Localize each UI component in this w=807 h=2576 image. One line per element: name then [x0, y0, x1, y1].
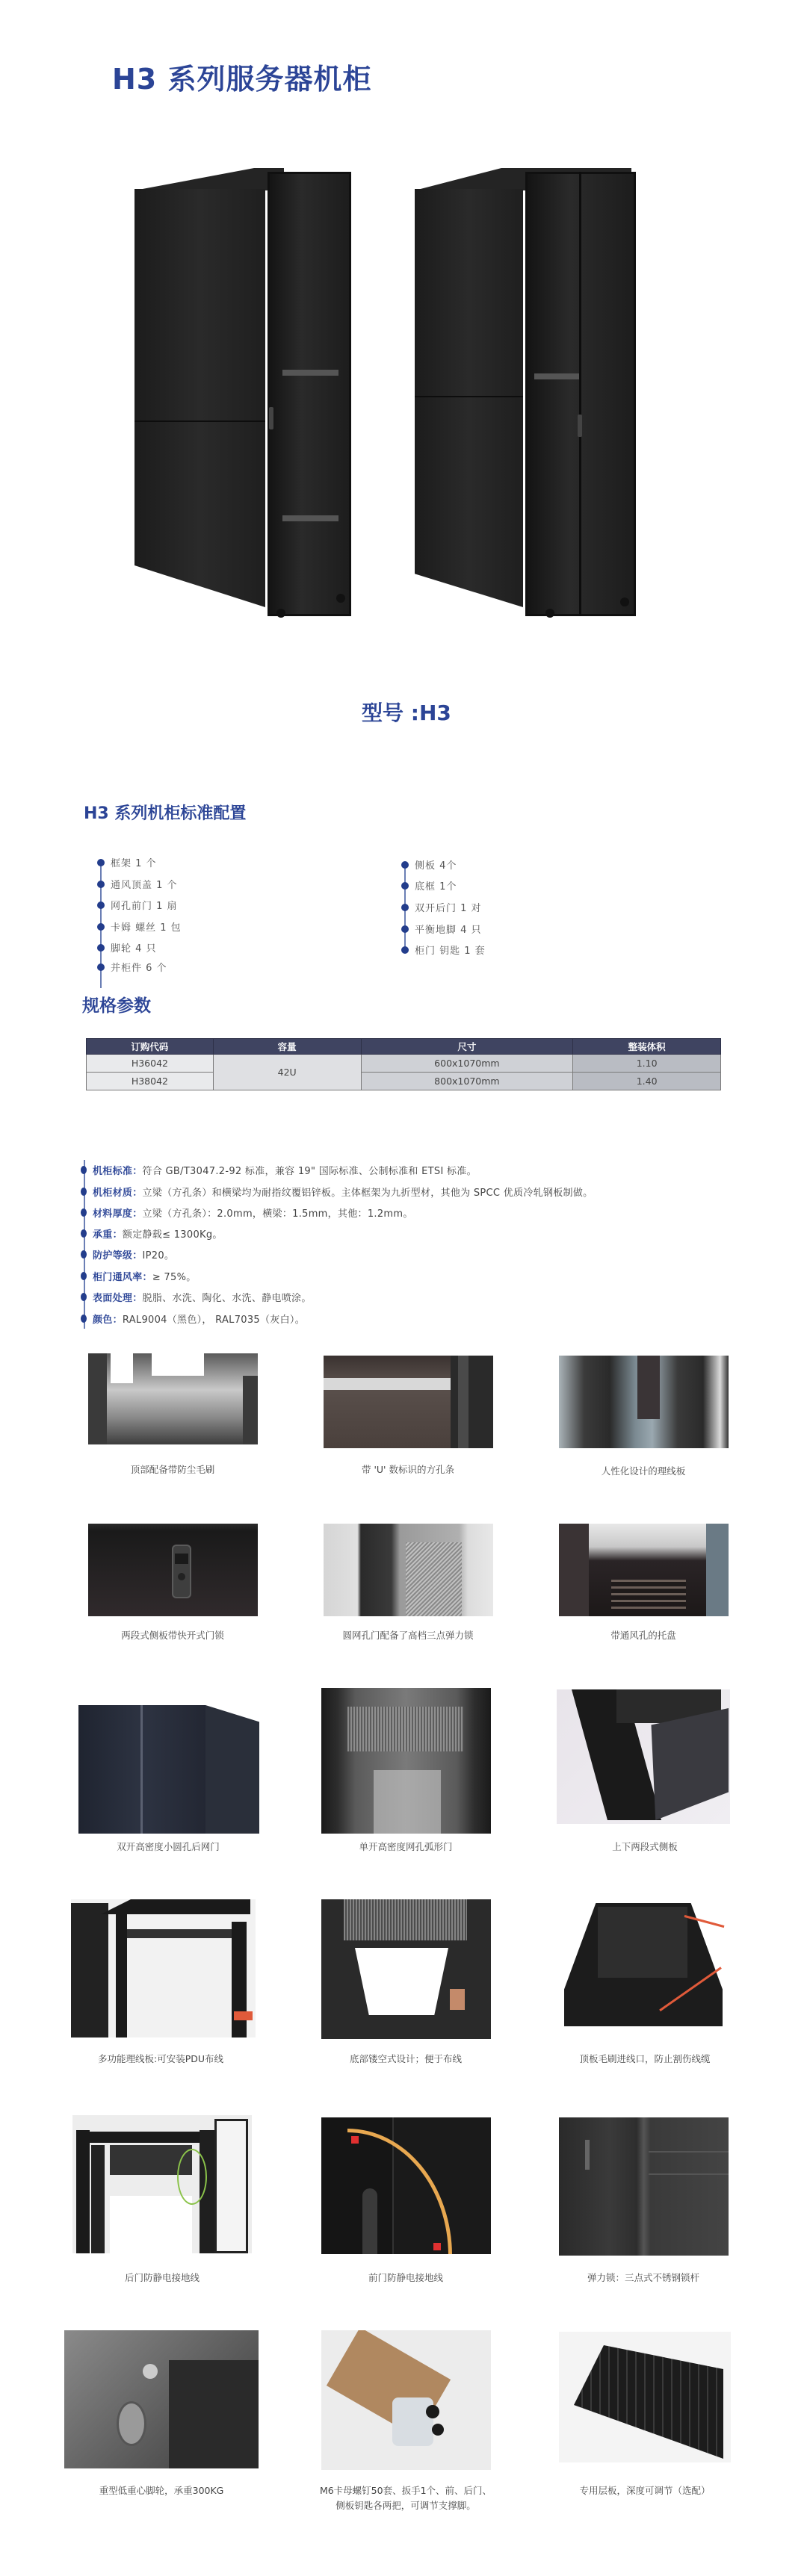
- feature-image-accessory-kit: [321, 2330, 491, 2470]
- list-item: 柜门 钥匙 1 套: [401, 943, 486, 957]
- feature-caption: 重型低重心脚轮，承重300KG: [99, 2485, 224, 2496]
- page-title: H3 系列服务器机柜: [112, 63, 372, 96]
- bullet-icon: [97, 881, 105, 888]
- feature-caption: 顶板毛刷进线口，防止割伤线缆: [579, 2053, 711, 2064]
- list-item: 通风顶盖 1 个: [97, 877, 178, 891]
- list-item: 网孔前门 1 扇: [97, 898, 178, 912]
- bullet-icon: [401, 925, 409, 933]
- bullet-icon: [81, 1293, 87, 1301]
- feature-image-hollow-bottom: [321, 1899, 491, 2039]
- bullet-icon: [81, 1208, 87, 1217]
- table-header-volume: 整装体积: [573, 1039, 721, 1055]
- bullet-icon: [401, 882, 409, 890]
- standard-config-left-list: [97, 855, 321, 990]
- spec-details-list: [81, 1163, 753, 1331]
- model-label: 型号 :H3: [362, 701, 451, 725]
- bullet-icon: [401, 861, 409, 869]
- feature-image-top-brush: [88, 1353, 258, 1444]
- standard-config-title: H3 系列机柜标准配置: [84, 804, 247, 823]
- table-header-size: 尺寸: [361, 1039, 573, 1055]
- feature-image-top-brush-cable-entry: [557, 1899, 730, 2028]
- feature-caption: 带 'U' 数标识的方孔条: [362, 1464, 454, 1475]
- feature-caption: 圆网孔门配备了高档三点弹力锁: [342, 1630, 474, 1641]
- feature-image-side-panel-lock: [88, 1524, 258, 1616]
- spec-item-ventilation: 柜门通风率：≥ 75%。: [81, 1269, 197, 1283]
- bullet-icon: [97, 963, 105, 971]
- feature-image-u-marked-rail: [324, 1356, 493, 1448]
- feature-caption: 带通风孔的托盘: [610, 1630, 676, 1641]
- feature-caption: 专用层板，深度可调节（选配）: [579, 2485, 711, 2496]
- feature-image-mesh-door-lock: [324, 1524, 493, 1616]
- spec-item-material: 机柜材质：立梁（方孔条）和横梁均为耐指纹覆铝锌板。主体框架为九折型材，其他为 SPCC 优质冷轧钢板制做。: [81, 1185, 593, 1199]
- feature-caption: 前门防静电接地线: [368, 2272, 443, 2283]
- hero-image-cabinet-front: [134, 168, 366, 646]
- feature-image-heavy-casters: [64, 2330, 259, 2468]
- table-header-capacity: 容量: [213, 1039, 361, 1055]
- feature-image-two-section-side-panel: [557, 1689, 730, 1824]
- list-item: 脚轮 4 只: [97, 940, 157, 955]
- feature-image-spring-lock: [559, 2117, 729, 2256]
- table-row: [87, 1073, 721, 1090]
- spec-item-standard: 机柜标准：符合 GB/T3047.2-92 标准，兼容 19" 国际标准、公制标准和 ETSI 标准。: [81, 1163, 477, 1177]
- bullet-icon: [81, 1188, 87, 1196]
- cell-capacity: 42U: [213, 1055, 361, 1090]
- bullet-icon: [401, 946, 409, 954]
- bullet-icon: [81, 1315, 87, 1323]
- feature-image-front-door-grounding: [321, 2117, 491, 2254]
- feature-caption-multiline: M6卡母螺钉50套、扳手1个、前、后门、 侧板钥匙各两把，可调节支撑脚。: [319, 2485, 492, 2511]
- bullet-icon: [81, 1229, 87, 1238]
- feature-image-adjustable-shelf: [559, 2332, 731, 2462]
- bullet-icon: [97, 859, 105, 866]
- feature-image-multifunction-cable-panel: [71, 1899, 256, 2037]
- feature-image-ventilated-tray: [559, 1524, 729, 1616]
- bullet-icon: [97, 944, 105, 952]
- feature-image-rear-door-grounding: [72, 2115, 252, 2253]
- list-item: 侧板 4个: [401, 857, 457, 872]
- spec-item-load: 承重：额定静载≤ 1300Kg。: [81, 1226, 223, 1241]
- feature-caption: 上下两段式侧板: [612, 1841, 678, 1852]
- list-item: 框架 1 个: [97, 855, 157, 869]
- spec-item-color: 颜色：RAL9004（黑色）， RAL7035（灰白）。: [81, 1312, 305, 1326]
- feature-caption: 多功能理线板:可安装PDU布线: [97, 2053, 224, 2064]
- feature-image-cable-management-panel: [559, 1356, 729, 1448]
- spec-params-title: 规格参数: [82, 996, 151, 1016]
- spec-item-thickness: 材料厚度：立梁（方孔条）：2.0mm，横梁：1.5mm，其他：1.2mm。: [81, 1205, 413, 1220]
- cell-size: 600x1070mm: [361, 1055, 573, 1073]
- cell-size: 800x1070mm: [361, 1073, 573, 1090]
- list-item: 底框 1个: [401, 878, 457, 893]
- list-item: 平衡地脚 4 只: [401, 922, 482, 936]
- feature-caption: 底部镂空式设计；便于布线: [349, 2053, 462, 2064]
- feature-caption: 单开高密度网孔弧形门: [359, 1841, 453, 1852]
- table-header-code: 订购代码: [87, 1039, 214, 1055]
- feature-caption: 顶部配备带防尘毛刷: [130, 1464, 215, 1475]
- bullet-icon: [97, 923, 105, 931]
- list-item: 双开后门 1 对: [401, 900, 482, 914]
- cell-volume: 1.10: [573, 1055, 721, 1073]
- feature-image-arc-mesh-door: [321, 1688, 491, 1834]
- bullet-icon: [81, 1250, 87, 1258]
- list-item: 卡姆 螺丝 1 包: [97, 919, 182, 934]
- feature-caption: 弹力锁：三点式不锈钢锁杆: [587, 2272, 699, 2283]
- bullet-icon: [97, 901, 105, 909]
- cell-code: H36042: [87, 1055, 214, 1073]
- spec-table: [86, 1038, 721, 1090]
- bullet-icon: [401, 904, 409, 911]
- list-item: 并柜件 6 个: [97, 960, 167, 974]
- bullet-icon: [81, 1166, 87, 1174]
- standard-config-right-list: [401, 857, 625, 969]
- table-row: [87, 1055, 721, 1073]
- feature-caption: 人性化设计的理线板: [601, 1465, 686, 1477]
- feature-image-double-rear-mesh-door: [78, 1690, 259, 1834]
- hero-image-cabinet-rear: [415, 168, 646, 646]
- feature-caption: 后门防静电接地线: [124, 2272, 200, 2283]
- spec-item-protection: 防护等级：IP20。: [81, 1247, 174, 1261]
- cell-code: H38042: [87, 1073, 214, 1090]
- bullet-icon: [81, 1272, 87, 1280]
- feature-caption: 双开高密度小圆孔后网门: [117, 1841, 220, 1852]
- feature-caption: 两段式侧板带快开式门锁: [121, 1630, 224, 1641]
- spec-item-surface: 表面处理：脱脂、水洗、陶化、水洗、静电喷涂。: [81, 1290, 312, 1304]
- cell-volume: 1.40: [573, 1073, 721, 1090]
